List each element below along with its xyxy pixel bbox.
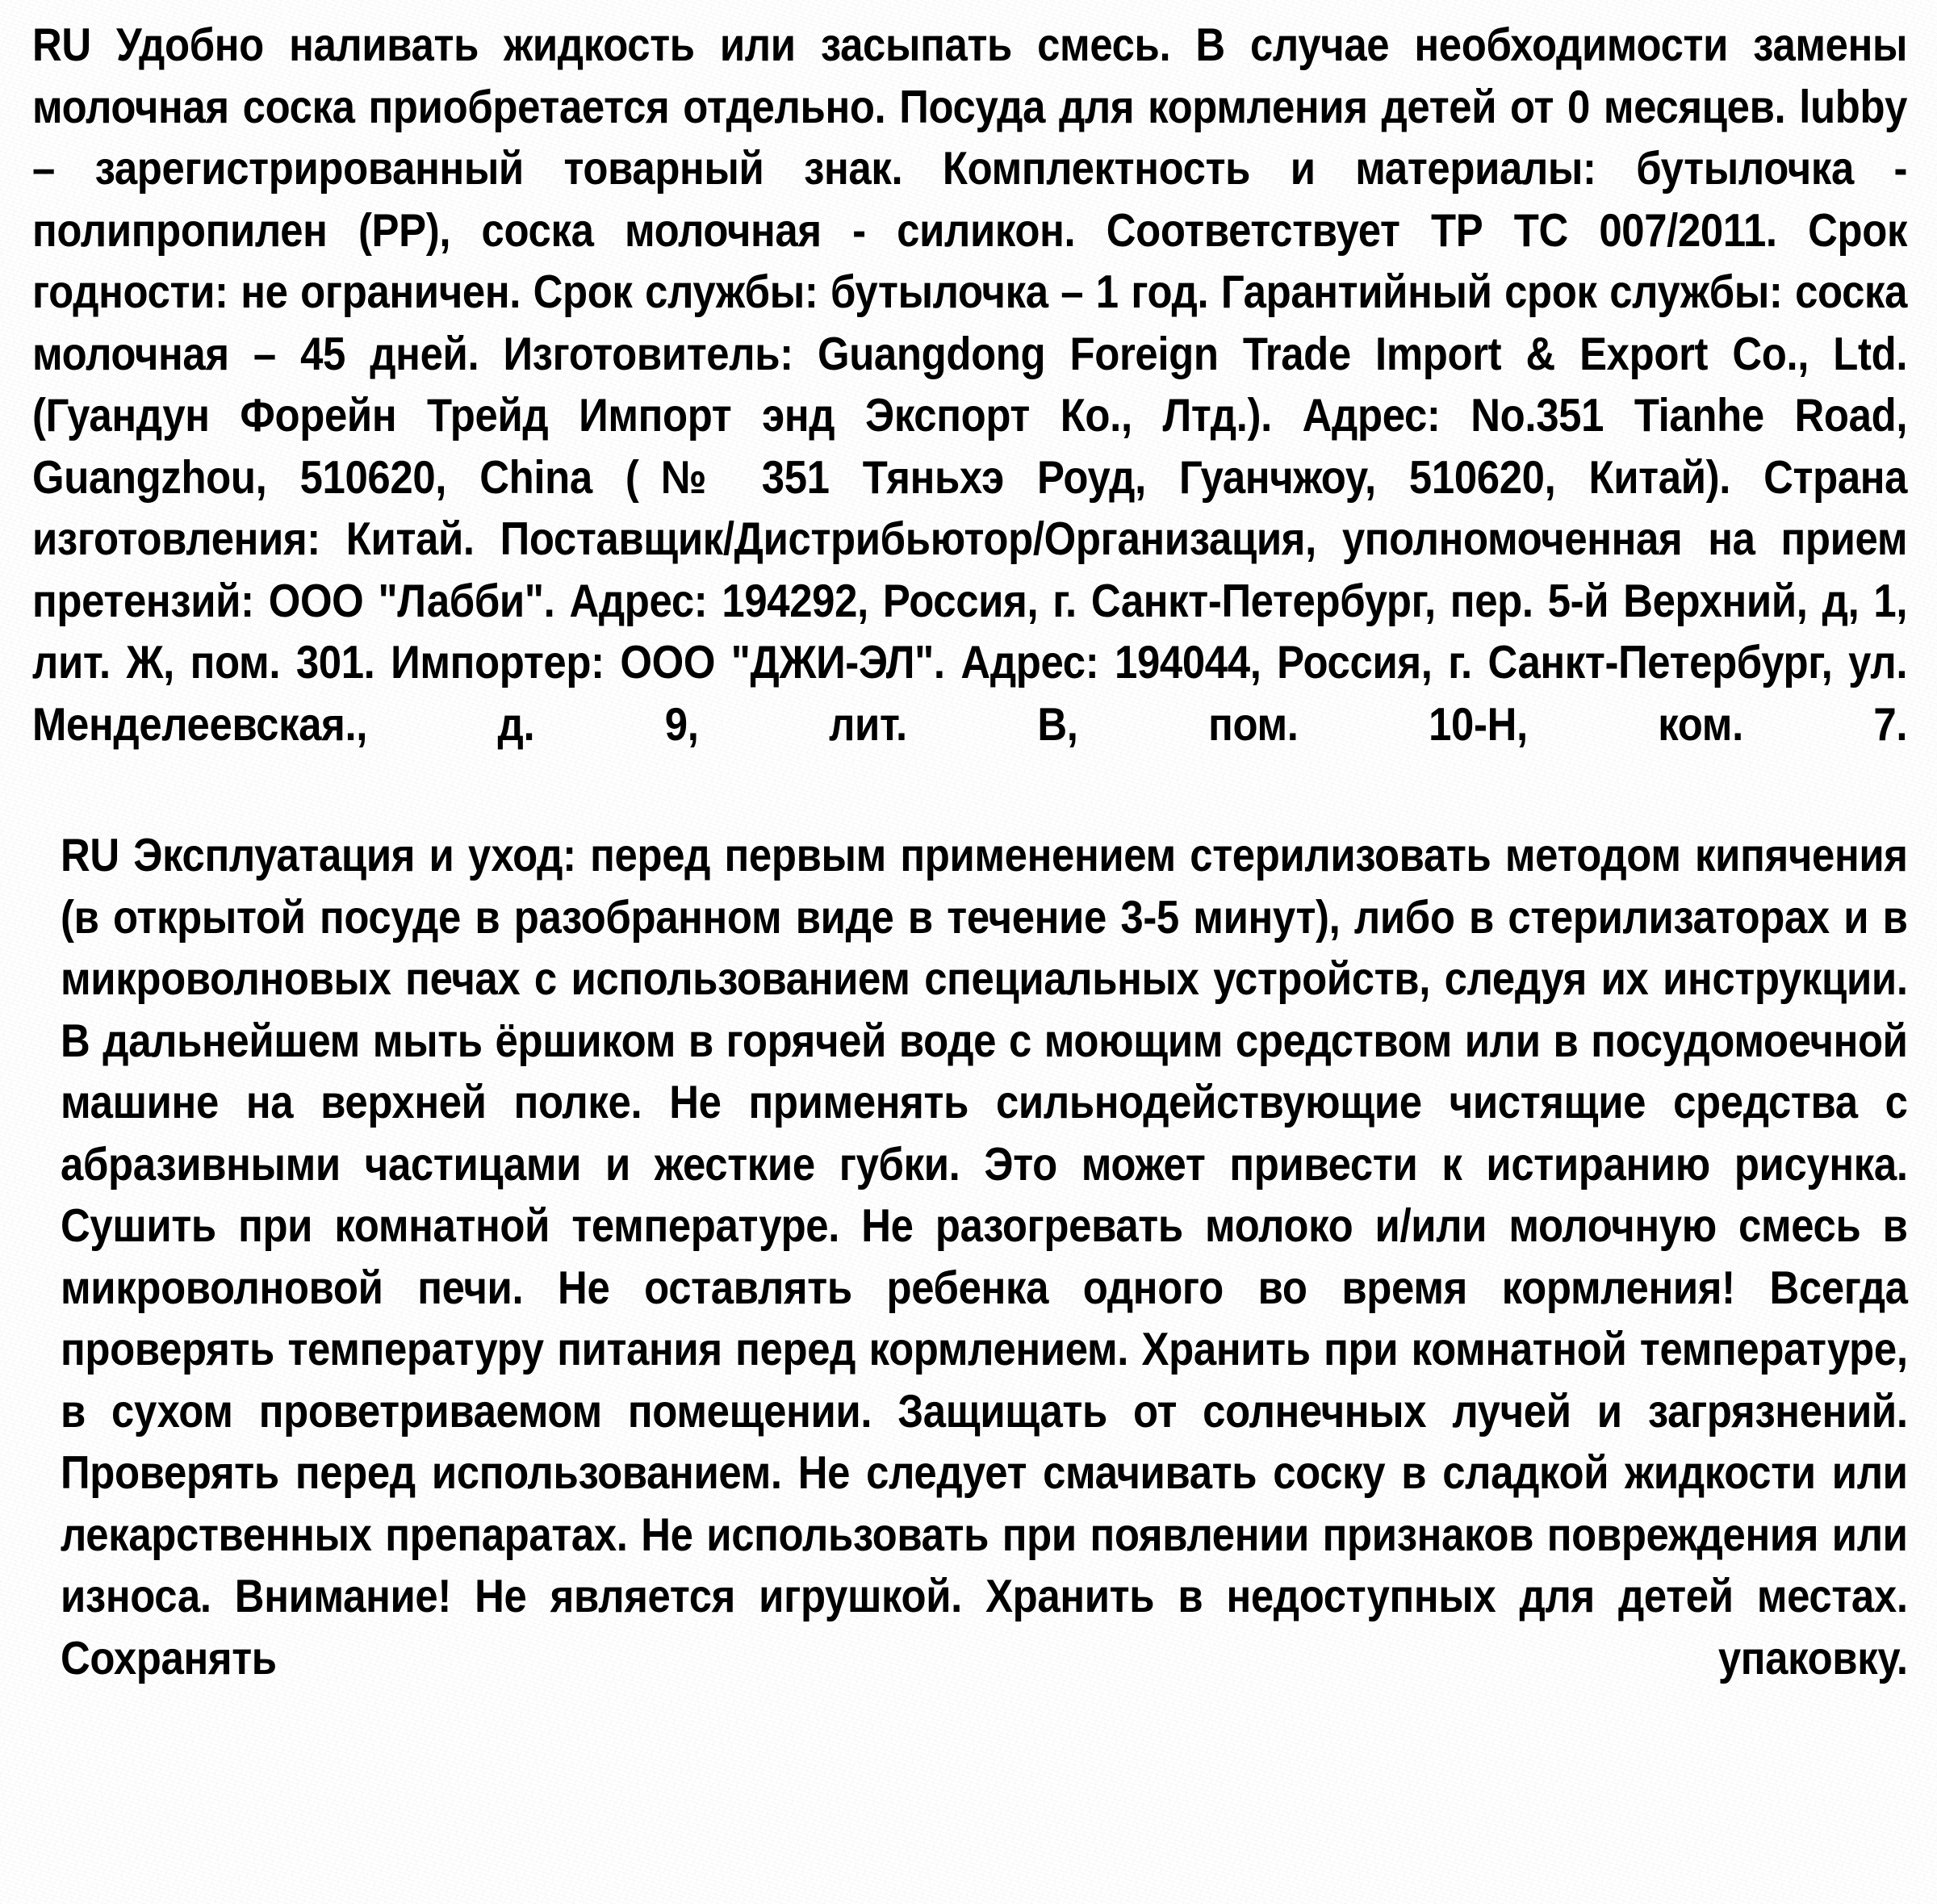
manufacturer-info-paragraph xyxy=(32,15,1907,818)
care-instructions-paragraph xyxy=(61,825,1908,1751)
language-tag-ru-manufacturer: RU xyxy=(32,19,116,71)
language-tag-ru-care: RU xyxy=(61,830,134,881)
manufacturer-info-text: Удобно наливать жидкость или засыпать смесь. В случае необходимости замены молочная соска приобретается отдельно. Посуда для кормления детей от 0 месяцев. lubby – зарегистрированный товарный знак. Комплектность и материалы: бутылочка - полипропилен (PP), соска молочная - силикон. Соответствует ТР ТС 007/2011. Срок годности: не ограничен. Срок службы: бутылочка – 1 год. Гарантийный срок службы: соска молочная – 45 дней. Изготовитель: Guangdong Foreign Trade Import & Export Co., Ltd. (Гуандун Форейн Трейд Импорт энд Экспорт Ко., Лтд.). Адрес: No.351 Tianhe Road, Guangzhou, 510620, China (№ 351 Тяньхэ Роуд, Гуанчжоу, 510620, Китай). Страна изготовления: Китай. Поставщик/Дистрибьютор/Организация, уполномоченная на прием претензий: ООО "Лабби". Адрес: 194292, Россия, г. Санкт-Петербург, пер. 5-й Верхний, д, 1, лит. Ж, пом. 301. Импортер: ООО "ДЖИ-ЭЛ". Адрес: 194044, Россия, г. Санкт-Петербург, ул. Менделеевская., д. 9, лит. В, пом. 10-Н, ком. 7. xyxy=(32,19,1908,751)
care-instructions-text: Эксплуатация и уход: перед первым применением стерилизовать методом кипячения (в открытой посуде в разобранном виде в течение 3-5 минут), либо в стерилизаторах и в микроволновых печах с использованием специальных устройств, следуя их инструкции. В дальнейшем мыть ёршиком в горячей воде с моющим средством или в посудомоечной машине на верхней полке. Не применять сильнодействующие чистящие средства с абразивными частицами и жесткие губки. Это может привести к истиранию рисунка. Сушить при комнатной температуре. Не разогревать молоко и/или молочную смесь в микроволновой печи. Не оставлять ребенка одного во время кормления! Всегда проверять температуру питания перед кормлением. Хранить при комнатной температуре, в сухом проветриваемом помещении. Защищать от солнечных лучей и загрязнений. Проверять перед использованием. Не следует смачивать соску в сладкой жидкости или лекарственных препаратах. Не использовать при появлении признаков повреждения или износа. Внимание! Не является игрушкой. Хранить в недоступных для детей местах. Сохранять упаковку. xyxy=(61,830,1908,1684)
